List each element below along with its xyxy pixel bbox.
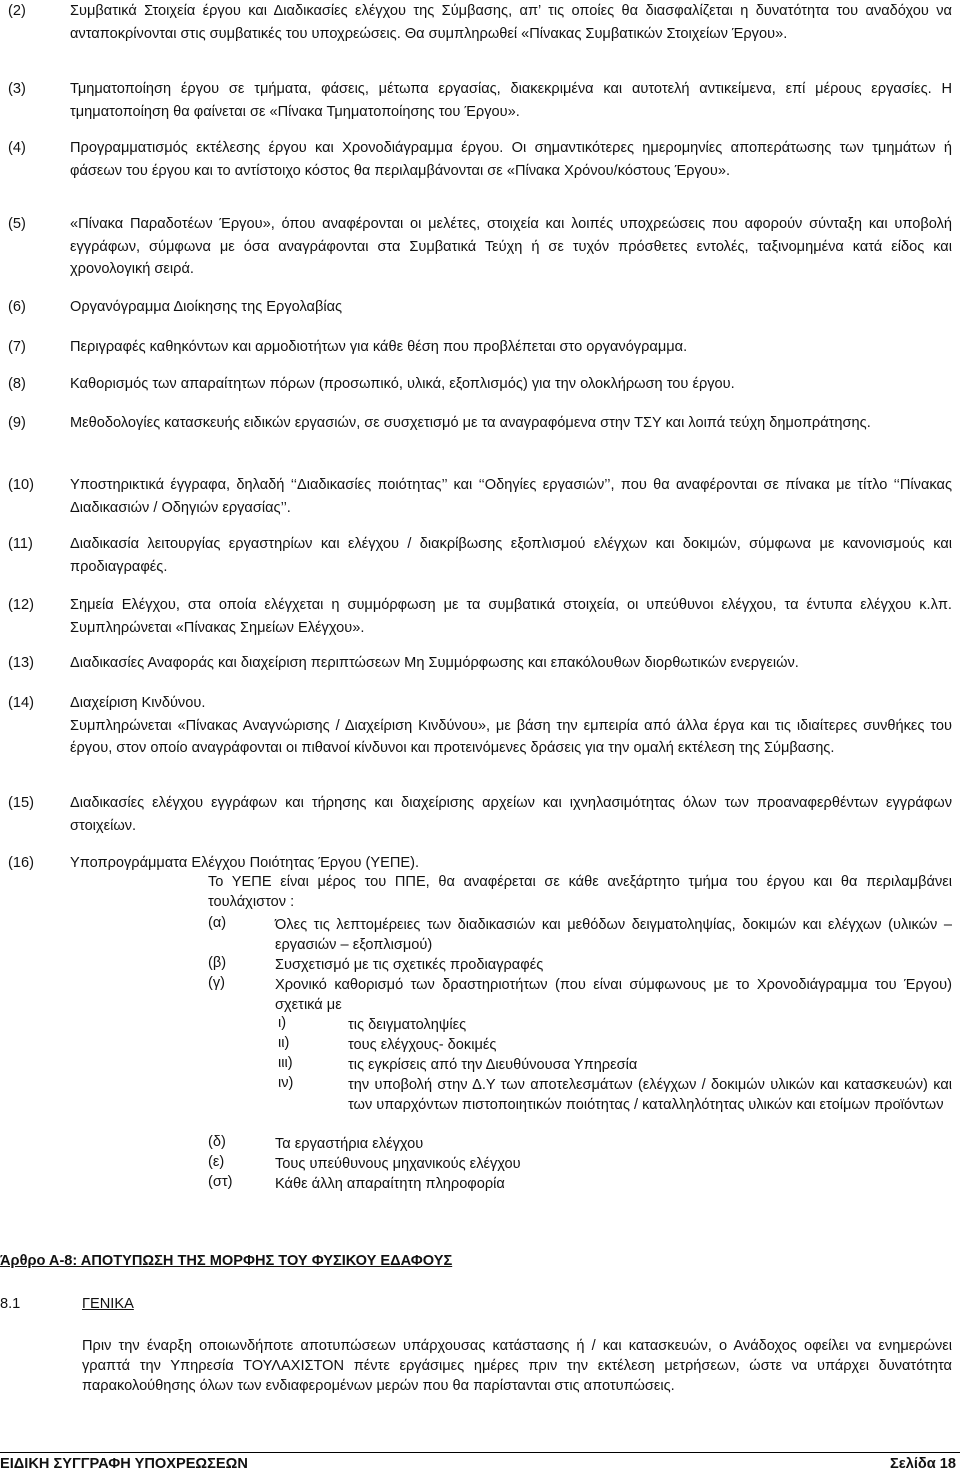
sub-item — [208, 955, 952, 975]
list-item — [8, 692, 952, 760]
item-body: Συμπληρώνεται «Πίνακας Αναγνώρισης / Διαχείριση Κινδύνου», με βάση την εμπειρία από άλλα έργα και τις ιδιαίτερες συνθήκες του έργου, στον οποίο αναγράφονται οι πιθανοί κίνδυνοι και προτεινόμενες δράσεις για την ομαλή εκτέλεση της Σύμβασης. — [70, 717, 952, 756]
section-number: 8.1 — [0, 1296, 21, 1312]
sub-item-text: Όλες τις λεπτομέρειες των διαδικασιών και μεθόδων δειγματοληψίας, δοκιμών και ελέγχων (υλικών – εργασιών – εξοπλισμού) — [275, 917, 952, 953]
item-text: «Πίνακα Παραδοτέων Έργου», όπου αναφέρονται οι μελέτες, στοιχεία και λοιπές υποχρεώσεις που αφορούν σύνταξη και υποβολή εγγράφων, σύμφωνα με όσα αναγράφονται στα Συμβατικά Τεύχη ή σε τυχόν πρόσθετες εντολές, ταξινομημένα κατά είδος και χρονολογική σειρά. — [70, 216, 952, 277]
item-text — [70, 692, 952, 760]
item-number: (3) — [8, 81, 26, 97]
list-item — [8, 336, 952, 359]
list-item — [8, 533, 952, 578]
footer-title: ΕΙΔΙΚΗ ΣΥΓΓΡΑΦΗ ΥΠΟΧΡΕΩΣΕΩΝ — [0, 1456, 248, 1472]
item-number: (9) — [8, 415, 26, 431]
sub-item-text: Συσχετισμό με τις σχετικές προδιαγραφές — [275, 957, 544, 973]
list-item — [8, 213, 952, 281]
sub-item — [208, 1174, 952, 1194]
item-number: (5) — [8, 216, 26, 232]
item-text: Διαδικασίες Αναφοράς και διαχείριση περιπτώσεων Μη Συμμόρφωσης και επακόλουθων διορθωτικών ενεργειών. — [70, 655, 799, 671]
list-item — [8, 474, 952, 519]
item-number: (4) — [8, 140, 26, 156]
roman-item-label: ιι) — [278, 1035, 290, 1051]
sub-item-text: Χρονικό καθορισμό των δραστηριοτήτων (που είναι σύμφωνους με το Χρονοδιάγραμμα του Έργου) σχετικά με — [275, 977, 952, 1013]
item-number: (15) — [8, 795, 34, 811]
item-heading: Διαχείριση Κινδύνου. — [70, 695, 206, 711]
list-item — [8, 296, 952, 319]
item-text: Διαδικασίες ελέγχου εγγράφων και τήρησης και διαχείρισης αρχείων και ιχνηλασιμότητας όλων των προαναφερθέντων εγγράφων στοιχείων. — [70, 795, 952, 834]
item-text: Διαδικασία λειτουργίας εργαστηρίων και ελέγχου / διακρίβωσης εξοπλισμού ελέγχων και δοκιμών, σύμφωνα με κανονισμούς και προδιαγραφές. — [70, 536, 952, 575]
item-number: (16) — [8, 855, 34, 871]
sub-item-text: Τους υπεύθυνους μηχανικούς ελέγχου — [275, 1156, 521, 1172]
list-item — [8, 594, 952, 639]
sub-item — [208, 975, 952, 1015]
roman-item — [278, 1055, 952, 1075]
article-title: Άρθρο Α-8: ΑΠΟΤΥΠΩΣΗ ΤΗΣ ΜΟΡΦΗΣ ΤΟΥ ΦΥΣΙΚΟΥ ΕΔΑΦΟΥΣ — [0, 1253, 453, 1269]
roman-item-text: τις δειγματοληψίες — [348, 1017, 467, 1033]
sub-item-label: (ε) — [208, 1154, 225, 1170]
roman-item-label: ι) — [278, 1015, 287, 1031]
item-text: Σημεία Ελέγχου, στα οποία ελέγχεται η συμμόρφωση με τα συμβατικά στοιχεία, οι υπεύθυνοι ελέγχου, τα έντυπα ελέγχου κ.λπ. Συμπληρώνεται «Πίνακας Σημείων Ελέγχου». — [70, 597, 952, 636]
item-text: Μεθοδολογίες κατασκευής ειδικών εργασιών, σε συσχετισμό με τα αναγραφόμενα στην ΤΣΥ και λοιπά τεύχη δημοπράτησης. — [70, 415, 871, 431]
list-item — [8, 652, 952, 675]
roman-item-label: ιν) — [278, 1075, 294, 1091]
list-item — [8, 792, 952, 837]
list-item — [8, 412, 952, 435]
item-text: Συμβατικά Στοιχεία έργου και Διαδικασίες ελέγχου της Σύμβασης, απ’ τις οποίες θα διασφαλίζεται η δυνατότητα του αναδόχου να ανταποκρίνονται στις συμβατικές του υποχρεώσεις. Θα συμπληρωθεί «Πίνακας Συμβατικών Στοιχείων Έργου». — [70, 3, 952, 42]
item-text: Καθορισμός των απαραίτητων πόρων (προσωπικό, υλικά, εξοπλισμός) για την ολοκλήρωση του έργου. — [70, 376, 735, 392]
sub-item-label: (στ) — [208, 1174, 233, 1190]
item-number: (11) — [8, 536, 33, 552]
list-item — [8, 78, 952, 123]
roman-item-text: την υποβολή στην Δ.Υ των αποτελεσμάτων (ελέγχων / δοκιμών υλικών και κατασκευών) και των υπαρχόντων πιστοποιητικών ποιότητας / καταλληλότητας υλικών και ετοίμων προϊόντων — [348, 1077, 952, 1113]
roman-item — [278, 1075, 952, 1115]
roman-item-label: ιιι) — [278, 1055, 293, 1071]
roman-item-text: τις εγκρίσεις από την Διευθύνουσα Υπηρεσία — [348, 1057, 638, 1073]
page-number: Σελίδα 18 — [890, 1456, 956, 1472]
item-text: Υποπρογράμματα Ελέγχου Ποιότητας Έργου (ΥΕΠΕ). — [70, 855, 420, 871]
sub-item-label: (δ) — [208, 1134, 226, 1150]
item-number: (6) — [8, 299, 26, 315]
item-text: Τμηματοποίηση έργου σε τμήματα, φάσεις, μέτωπα εργασίας, διακεκριμένα και αυτοτελή αντικείμενα, επί μέρους εργασίες. Η τμηματοποίηση θα φαίνεται σε «Πίνακα Τμηματοποίησης του Έργου». — [70, 81, 952, 120]
list-item — [8, 373, 952, 396]
item-number: (14) — [8, 695, 34, 711]
sub-item-label: (α) — [208, 915, 227, 931]
section-title: ΓΕΝΙΚΑ — [82, 1296, 134, 1312]
roman-item — [278, 1015, 952, 1035]
sub-item-label: (γ) — [208, 975, 226, 991]
list-item — [8, 137, 952, 182]
item-text: Προγραμματισμός εκτέλεσης έργου και Χρονοδιάγραμμα έργου. Οι σημαντικότερες ημερομηνίες αποπεράτωσης των τμημάτων ή φάσεων του έργου και το αντίστοιχο κόστος θα περιλαμβάνονται σε «Πίνακα Χρόνου/κόστους Έργου». — [70, 140, 952, 179]
item-number: (7) — [8, 339, 26, 355]
item-number: (10) — [8, 477, 34, 493]
item-text: Περιγραφές καθηκόντων και αρμοδιοτήτων για κάθε θέση που προβλέπεται στο οργανόγραμμα. — [70, 339, 688, 355]
sub-item-text: Κάθε άλλη απαραίτητη πληροφορία — [275, 1176, 505, 1192]
item-number: (8) — [8, 376, 26, 392]
item-number: (12) — [8, 597, 34, 613]
item-number: (2) — [8, 3, 26, 19]
sub-item-label: (β) — [208, 955, 227, 971]
yepe-intro: Το ΥΕΠΕ είναι μέρος του ΠΠΕ, θα αναφέρεται σε κάθε ανεξάρτητο τμήμα του έργου και θα περιλαμβάνει τουλάχιστον : — [208, 874, 952, 910]
item-text: Οργανόγραμμα Διοίκησης της Εργολαβίας — [70, 299, 343, 315]
sub-item — [208, 915, 952, 955]
footer-rule — [0, 1452, 960, 1453]
page-footer — [0, 1452, 960, 1473]
item-text: Υποστηρικτικά έγγραφα, δηλαδή ‘‘Διαδικασίες ποιότητας’’ και ‘‘Οδηγίες εργασιών’’, που θα αναφέρονται σε πίνακα με τίτλο ‘‘Πίνακας Διαδικασιών / Οδηγιών εργασίας’’. — [70, 477, 952, 516]
item-number: (13) — [8, 655, 34, 671]
sub-item-text: Τα εργαστήρια ελέγχου — [275, 1136, 424, 1152]
roman-item — [278, 1035, 952, 1055]
section-header — [0, 1294, 134, 1314]
roman-item-text: τους ελέγχους- δοκιμές — [348, 1037, 497, 1053]
sub-item — [208, 1154, 952, 1174]
sub-item — [208, 1134, 952, 1154]
list-item — [8, 0, 952, 45]
section-paragraph: Πριν την έναρξη οποιωνδήποτε αποτυπώσεων υπάρχουσας κατάστασης ή / και κατασκευών, ο Ανάδοχος οφείλει να ενημερώνει γραπτά την Υπηρεσία ΤΟΥΛΑΧΙΣΤΟΝ πέντε εργάσιμες ημέρες πριν την εκτέλεση μετρήσεων, ώστε να υπάρχει δυνατότητα παρακολούθησης όλων των ενδιαφερομένων μερών που θα παρίστανται στις αποτυπώσεις. — [82, 1338, 952, 1394]
